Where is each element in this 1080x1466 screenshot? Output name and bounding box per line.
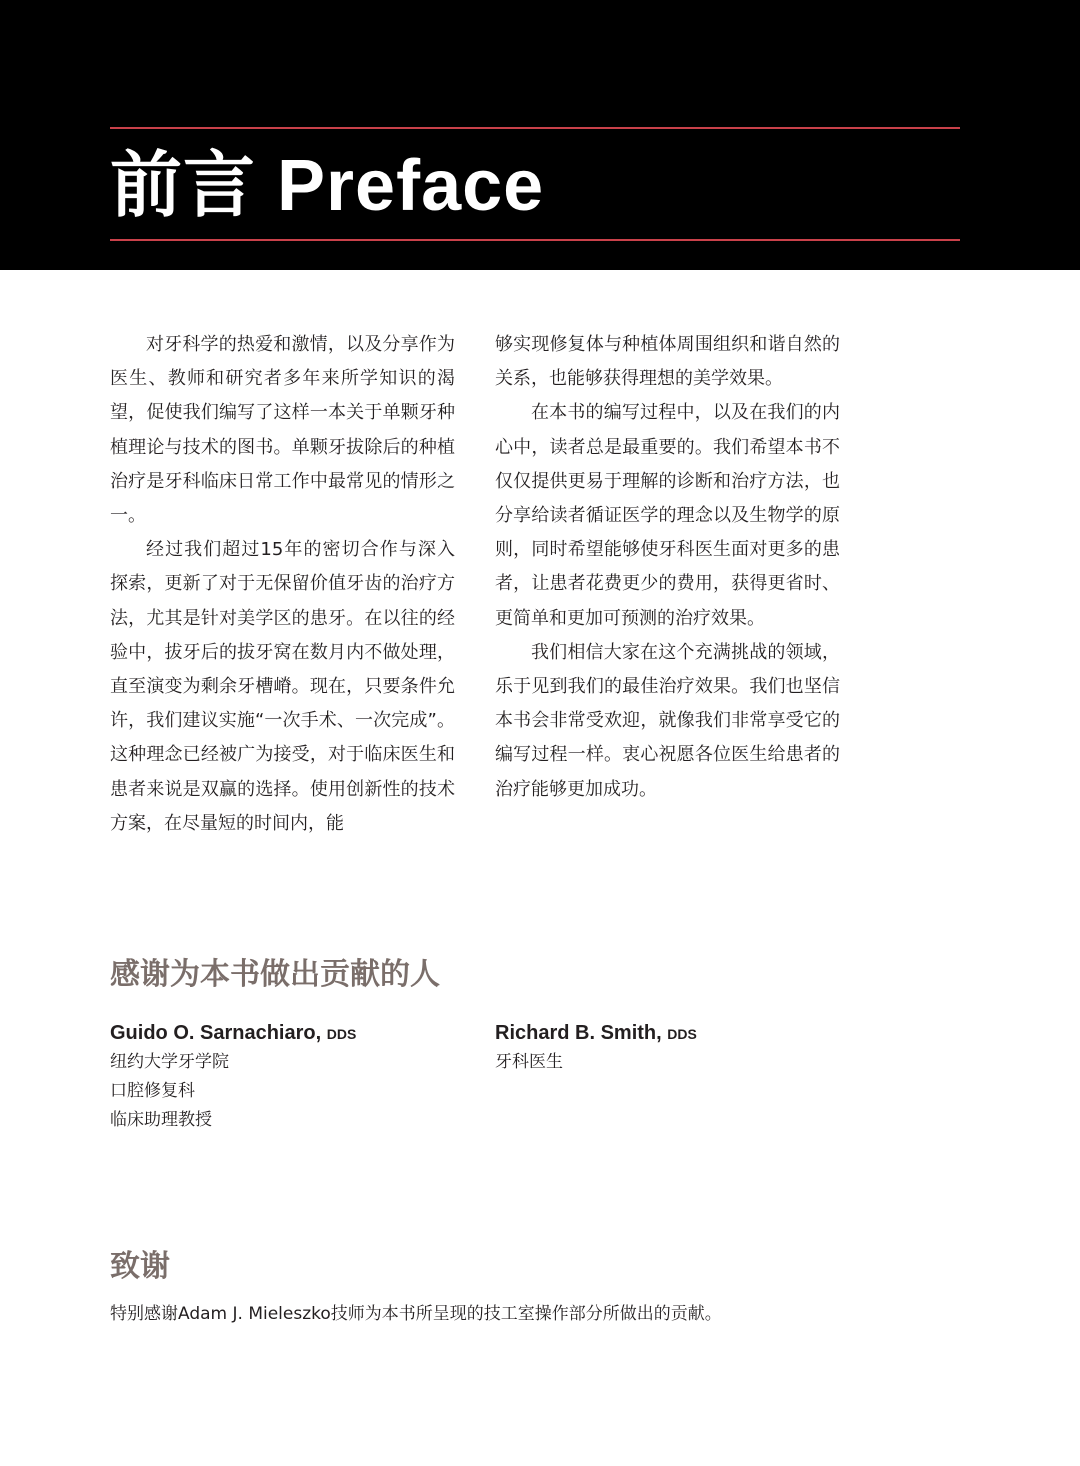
contributor-name — [110, 1019, 356, 1048]
acknowledgements-heading: 致谢 — [110, 1249, 170, 1284]
contributor-name-text: Richard B. Smith, — [495, 1022, 662, 1044]
header-top-rule — [110, 127, 960, 129]
preface-left-column — [110, 328, 455, 841]
contributor-sarnachiaro — [110, 1019, 356, 1135]
contributor-name — [495, 1019, 697, 1048]
contributor-affiliation: 纽约大学牙学院 — [110, 1052, 229, 1072]
contributor-degree: DDS — [667, 1026, 697, 1042]
header-bottom-rule — [110, 239, 960, 241]
contributor-smith — [495, 1019, 697, 1077]
page-title: 前言 Preface — [110, 146, 545, 226]
preface-paragraph: 经过我们超过15年的密切合作与深入探索，更新了对于无保留价值牙齿的治疗方法，尤其是针对美学区的患牙。在以往的经验中，拔牙后的拔牙窝在数月内不做处理，直至演变为剩余牙槽嵴。现在，只要条件允许，我们建议实施“一次手术、一次完成”。这种理念已经被广为接受，对于临床医生和患者来说是双赢的选择。使用创新性的技术方案，在尽量短的时间内，能 — [110, 539, 455, 834]
preface-paragraph: 对牙科学的热爱和激情，以及分享作为医生、教师和研究者多年来所学知识的渴望，促使我们编写了这样一本关于单颗牙种植理论与技术的图书。单颗牙拔除后的种植治疗是牙科临床日常工作中最常见的情形之一。 — [110, 334, 455, 527]
contributor-name-text: Guido O. Sarnachiaro, — [110, 1022, 322, 1044]
contributor-position: 牙科医生 — [495, 1052, 563, 1072]
contributor-degree: DDS — [326, 1026, 357, 1042]
preface-right-column — [495, 328, 840, 807]
preface-paragraph: 在本书的编写过程中，以及在我们的内心中，读者总是最重要的。我们希望本书不仅仅提供更易于理解的诊断和治疗方法，也分享给读者循证医学的理念以及生物学的原则，同时希望能够使牙科医生面对更多的患者，让患者花费更少的费用，获得更省时、更简单和更加可预测的治疗效果。 — [495, 402, 840, 629]
preface-paragraph-continued: 够实现修复体与种植体周围组织和谐自然的关系，也能够获得理想的美学效果。 — [495, 334, 840, 390]
acknowledgements-text: 特别感谢Adam J. Mieleszko技师为本书所呈现的技工室操作部分所做出的贡献。 — [110, 1304, 722, 1324]
header-band — [0, 0, 1080, 270]
contributor-position: 临床助理教授 — [110, 1110, 212, 1130]
preface-paragraph: 我们相信大家在这个充满挑战的领域，乐于见到我们的最佳治疗效果。我们也坚信本书会非常受欢迎，就像我们非常享受它的编写过程一样。衷心祝愿各位医生给患者的治疗能够更加成功。 — [495, 641, 840, 800]
contributor-department: 口腔修复科 — [110, 1081, 195, 1101]
contributors-heading: 感谢为本书做出贡献的人 — [110, 957, 440, 992]
